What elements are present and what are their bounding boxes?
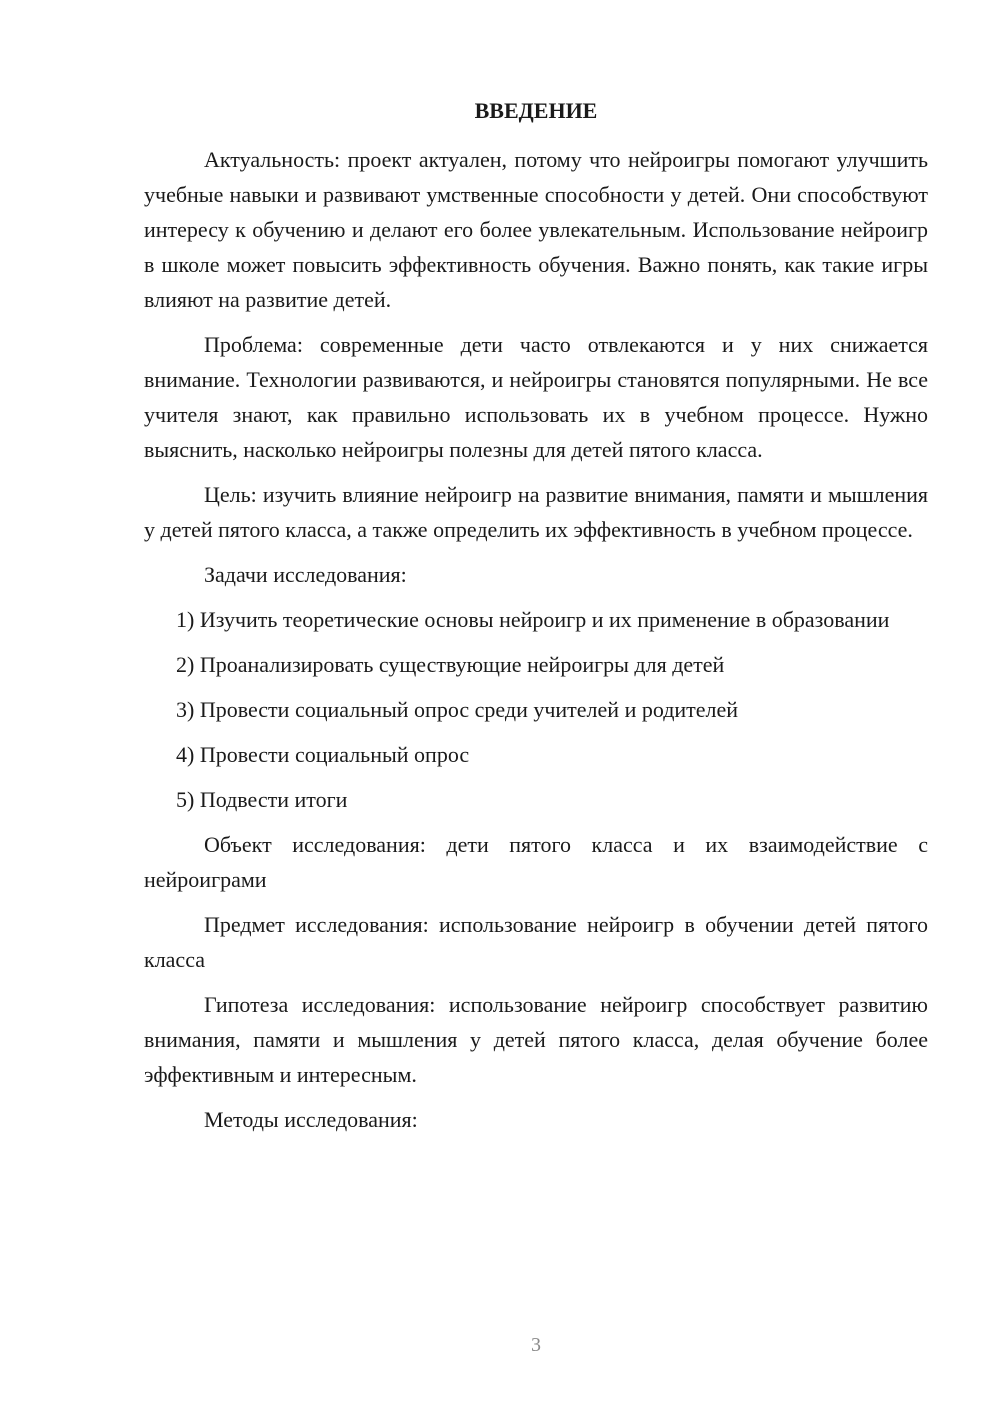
body-text xyxy=(144,142,928,1137)
paragraph-goal: Цель: изучить влияние нейроигр на развитие внимания, памяти и мышления у детей пятого класса, а также определить их эффективность в учебном процессе. xyxy=(144,482,928,542)
paragraph-hypothesis: Гипотеза исследования: использование нейроигр способствует развитию внимания, памяти и мышления у детей пятого класса, делая обучение более эффективным и интересным. xyxy=(144,992,928,1087)
paragraph-methods: Методы исследования: xyxy=(204,1107,418,1132)
paragraph-relevance: Актуальность: проект актуален, потому что нейроигры помогают улучшить учебные навыки и развивают умственные способности у детей. Они способствуют интересу к обучению и делают его более увлекательным. Использование нейроигр в школе может повысить эффективность обучения. Важно понять, как такие игры влияют на развитие детей. xyxy=(144,147,928,312)
list-item-task-4: 4) Провести социальный опрос xyxy=(176,742,470,767)
paragraph-object: Объект исследования: дети пятого класса и их взаимодействие с нейроиграми xyxy=(144,832,928,892)
paragraph-subject: Предмет исследования: использование нейроигр в обучении детей пятого класса xyxy=(144,912,928,972)
list-item-task-5: 5) Подвести итоги xyxy=(176,787,348,812)
paragraph-tasks-heading: Задачи исследования: xyxy=(204,562,407,587)
page-title: ВВЕДЕНИЕ xyxy=(474,98,598,123)
page-number: 3 xyxy=(531,1334,541,1356)
paragraph-problem: Проблема: современные дети часто отвлекаются и у них снижается внимание. Технологии развиваются, и нейроигры становятся популярными. Не все учителя знают, как правильно использовать их в учебном процессе. Нужно выяснить, насколько нейроигры полезны для детей пятого класса. xyxy=(144,332,928,462)
list-item-task-2: 2) Проанализировать существующие нейроигры для детей xyxy=(176,652,725,677)
list-item-task-3: 3) Провести социальный опрос среди учителей и родителей xyxy=(176,697,739,722)
list-item-task-1: 1) Изучить теоретические основы нейроигр и их применение в образовании xyxy=(176,607,890,632)
